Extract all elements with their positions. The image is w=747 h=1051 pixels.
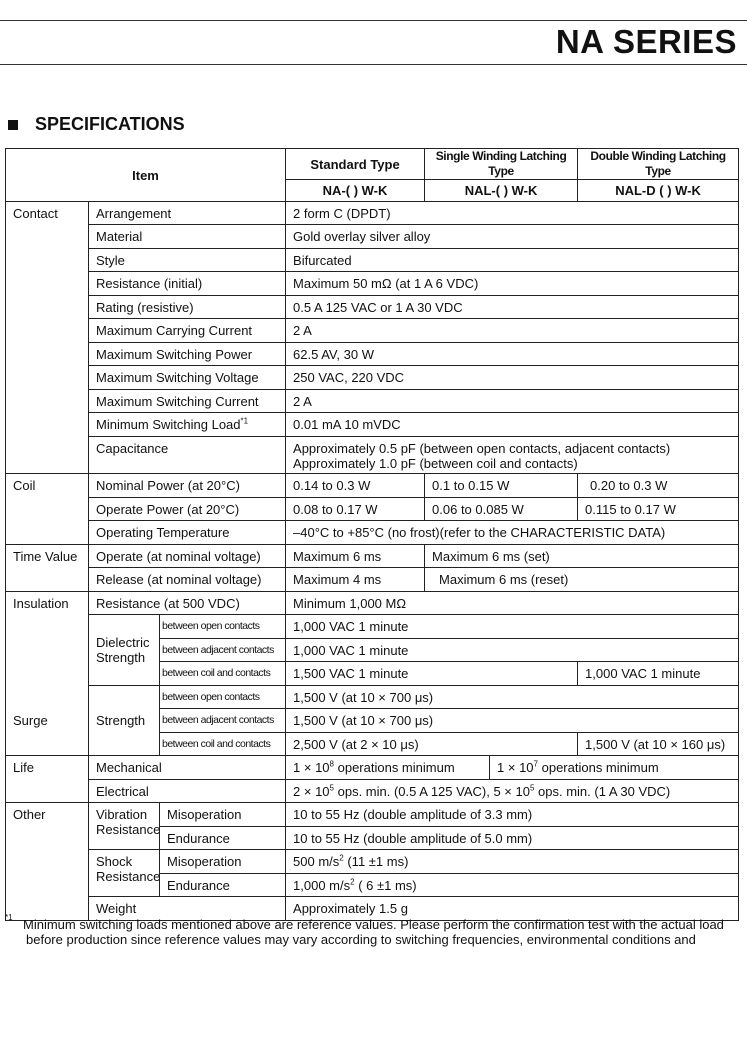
row-label: Release (at nominal voltage) <box>89 568 286 592</box>
row-value: Maximum 50 mΩ (at 1 A 6 VDC) <box>286 272 739 296</box>
row-label: Maximum Carrying Current <box>89 319 286 343</box>
table-row <box>6 343 739 366</box>
shock-resistance-label <box>89 850 160 897</box>
table-row <box>6 272 739 296</box>
table-row <box>6 437 739 474</box>
time-value-group-label: Time Value <box>6 545 89 592</box>
table-row <box>6 803 739 827</box>
row-value: 10 to 55 Hz (double amplitude of 3.3 mm) <box>286 803 739 827</box>
table-row <box>6 592 739 615</box>
standard-value: Maximum 6 ms <box>286 545 425 568</box>
row-value: 250 VAC, 220 VDC <box>286 366 739 390</box>
row-value: 2 form C (DPDT) <box>286 202 739 225</box>
double-value: 1,000 VAC 1 minute <box>578 662 739 686</box>
elec-part-3: ops. min. (1 A 30 VDC) <box>534 783 671 799</box>
capacitance-line-2: Approximately 1.0 pF (between coil and contacts) <box>293 456 578 471</box>
table-row <box>6 390 739 413</box>
row-label: Electrical <box>89 780 286 803</box>
row-value: Bifurcated <box>286 249 739 272</box>
row-value: 2,500 V (at 2 × 10 μs) <box>286 733 578 756</box>
row-value: 0.01 mA 10 mVDC <box>286 413 739 437</box>
row-value: 1,500 V (at 10 × 700 μs) <box>286 686 739 709</box>
footnote-ref: *1 <box>240 416 249 426</box>
row-label: Rating (resistive) <box>89 296 286 319</box>
table-row <box>6 686 739 709</box>
sub-label: between coil and contacts <box>160 662 286 686</box>
elec-part-2: ops. min. (0.5 A 125 VAC), 5 × 10 <box>334 783 530 799</box>
mech-latching-base: 1 × 10 <box>497 760 534 775</box>
row-label: Capacitance <box>89 437 286 474</box>
double-value: 1,500 V (at 10 × 160 μs) <box>578 733 739 756</box>
row-value <box>286 874 739 897</box>
capacitance-line-1: Approximately 0.5 pF (between open contacts, adjacent contacts) <box>293 441 671 456</box>
min-switching-load-label: Minimum Switching Load <box>96 417 241 432</box>
row-value: 1,000 VAC 1 minute <box>286 639 739 662</box>
table-row <box>6 615 739 639</box>
row-label: Maximum Switching Current <box>89 390 286 413</box>
row-value: 1,500 VAC 1 minute <box>286 662 578 686</box>
row-value: Minimum 1,000 MΩ <box>286 592 739 615</box>
table-row <box>6 202 739 225</box>
sub-label: between open contacts <box>160 615 286 639</box>
row-value: 2 A <box>286 319 739 343</box>
single-winding-header: Single Winding Latching Type <box>425 149 578 180</box>
table-row <box>6 756 739 780</box>
shock-line-2: Resistance <box>96 869 161 884</box>
mech-standard-base: 1 × 10 <box>293 760 330 775</box>
row-label: Operating Temperature <box>89 521 286 545</box>
table-row <box>6 296 739 319</box>
square-bullet-icon <box>8 120 18 130</box>
shock-end-base: 1,000 m/s <box>293 877 351 893</box>
life-group-label: Life <box>6 756 89 803</box>
footnote-line-1: Minimum switching loads mentioned above are reference values. Please perform the confirmation test with the actual load <box>23 917 724 932</box>
sub-label: between adjacent contacts <box>160 709 286 733</box>
vibration-line-2: Resistance <box>96 822 161 837</box>
row-label: Mechanical <box>89 756 286 780</box>
mech-latching-rest: operations minimum <box>538 760 659 775</box>
table-row <box>6 545 739 568</box>
shock-line-1: Shock <box>96 854 133 869</box>
table-row <box>6 225 739 249</box>
row-value: 62.5 AV, 30 W <box>286 343 739 366</box>
row-label <box>89 413 286 437</box>
row-label: Resistance (at 500 VDC) <box>89 592 286 615</box>
mech-latching-exp: 7 <box>533 759 538 769</box>
vibration-resistance-label <box>89 803 160 850</box>
standard-type-header: Standard Type <box>286 149 425 180</box>
footnote-line-2: before production since reference values may vary according to switching frequencies, environmental conditions and <box>26 931 696 947</box>
surge-group-label: Surge <box>6 686 89 756</box>
section-heading <box>8 114 185 135</box>
table-row <box>6 249 739 272</box>
row-label: Material <box>89 225 286 249</box>
table-row <box>6 521 739 545</box>
mech-standard-exp: 8 <box>329 759 334 769</box>
footnote: *1 Minimum switching loads mentioned above are reference values. Please perform the confirmation test with the actual load before production since reference values may vary according to switching frequencies, environmental conditions and <box>5 918 740 947</box>
row-label: Operate (at nominal voltage) <box>89 545 286 568</box>
vibration-line-1: Vibration <box>96 807 148 822</box>
shock-mis-exp: 2 <box>339 853 344 863</box>
sub-label: between coil and contacts <box>160 733 286 756</box>
sub-label: between adjacent contacts <box>160 639 286 662</box>
single-value: 0.06 to 0.085 W <box>425 498 578 521</box>
shock-end-rest: ( 6 ±1 ms) <box>354 877 417 893</box>
single-model: NAL-( ) W-K <box>425 180 578 202</box>
dielectric-line-1: Dielectric <box>96 635 150 650</box>
row-label: Operate Power (at 20°C) <box>89 498 286 521</box>
standard-value <box>286 756 490 780</box>
sub-label: Endurance <box>160 827 286 850</box>
row-value <box>286 850 739 874</box>
dielectric-strength-label <box>89 615 160 686</box>
shock-end-exp: 2 <box>350 877 355 887</box>
header-rule-bottom <box>0 64 747 65</box>
other-group-label: Other <box>6 803 89 921</box>
standard-model: NA-( ) W-K <box>286 180 425 202</box>
double-value: 0.115 to 0.17 W <box>578 498 739 521</box>
elec-part-1: 2 × 10 <box>293 783 330 799</box>
contact-group-label: Contact <box>6 202 89 474</box>
latching-value: Maximum 6 ms (reset) <box>425 568 739 592</box>
row-value: 2 A <box>286 390 739 413</box>
table-row <box>6 780 739 803</box>
coil-group-label: Coil <box>6 474 89 545</box>
row-value: 1,000 VAC 1 minute <box>286 615 739 639</box>
specifications-table <box>5 148 739 921</box>
table-row <box>6 850 739 874</box>
shock-mis-base: 500 m/s <box>293 854 340 869</box>
table-header-row <box>6 149 739 180</box>
insulation-group-label: Insulation <box>6 592 89 686</box>
surge-strength-label: Strength <box>89 686 160 756</box>
row-value: –40°C to +85°C (no frost)(refer to the CHARACTERISTIC DATA) <box>286 521 739 545</box>
table-row <box>6 474 739 498</box>
row-value <box>286 780 739 803</box>
table-row <box>6 498 739 521</box>
elec-exp-1: 5 <box>329 783 334 793</box>
row-value: 0.5 A 125 VAC or 1 A 30 VDC <box>286 296 739 319</box>
section-title: SPECIFICATIONS <box>35 114 185 134</box>
row-value: 10 to 55 Hz (double amplitude of 5.0 mm) <box>286 827 739 850</box>
standard-value: Maximum 4 ms <box>286 568 425 592</box>
double-value: 0.20 to 0.3 W <box>578 474 739 498</box>
table-row <box>6 568 739 592</box>
item-header: Item <box>6 149 286 202</box>
row-label: Style <box>89 249 286 272</box>
mech-standard-rest: operations minimum <box>334 760 455 775</box>
row-label: Weight <box>89 897 286 921</box>
standard-value: 0.14 to 0.3 W <box>286 474 425 498</box>
header-rule-top <box>0 20 747 21</box>
table-row <box>6 319 739 343</box>
row-value: 1,500 V (at 10 × 700 μs) <box>286 709 739 733</box>
dielectric-line-2: Strength <box>96 650 146 665</box>
row-label: Nominal Power (at 20°C) <box>89 474 286 498</box>
double-model: NAL-D ( ) W-K <box>578 180 739 202</box>
standard-value: 0.08 to 0.17 W <box>286 498 425 521</box>
row-label: Maximum Switching Power <box>89 343 286 366</box>
shock-mis-rest: (11 ±1 ms) <box>343 854 409 869</box>
row-label: Resistance (initial) <box>89 272 286 296</box>
sub-label: Misoperation <box>160 803 286 827</box>
row-value: Gold overlay silver alloy <box>286 225 739 249</box>
latching-value: Maximum 6 ms (set) <box>425 545 739 568</box>
latching-value <box>490 756 739 780</box>
row-label: Maximum Switching Voltage <box>89 366 286 390</box>
table-row <box>6 413 739 437</box>
sub-label: Misoperation <box>160 850 286 874</box>
row-value: Approximately 1.5 g <box>286 897 739 921</box>
sub-label: between open contacts <box>160 686 286 709</box>
series-title: NA SERIES <box>555 23 737 60</box>
elec-exp-2: 5 <box>529 783 535 793</box>
row-value <box>286 437 739 474</box>
single-value: 0.1 to 0.15 W <box>425 474 578 498</box>
row-label: Arrangement <box>89 202 286 225</box>
table-row <box>6 366 739 390</box>
sub-label: Endurance <box>160 874 286 897</box>
double-winding-header: Double Winding Latching Type <box>578 149 739 180</box>
